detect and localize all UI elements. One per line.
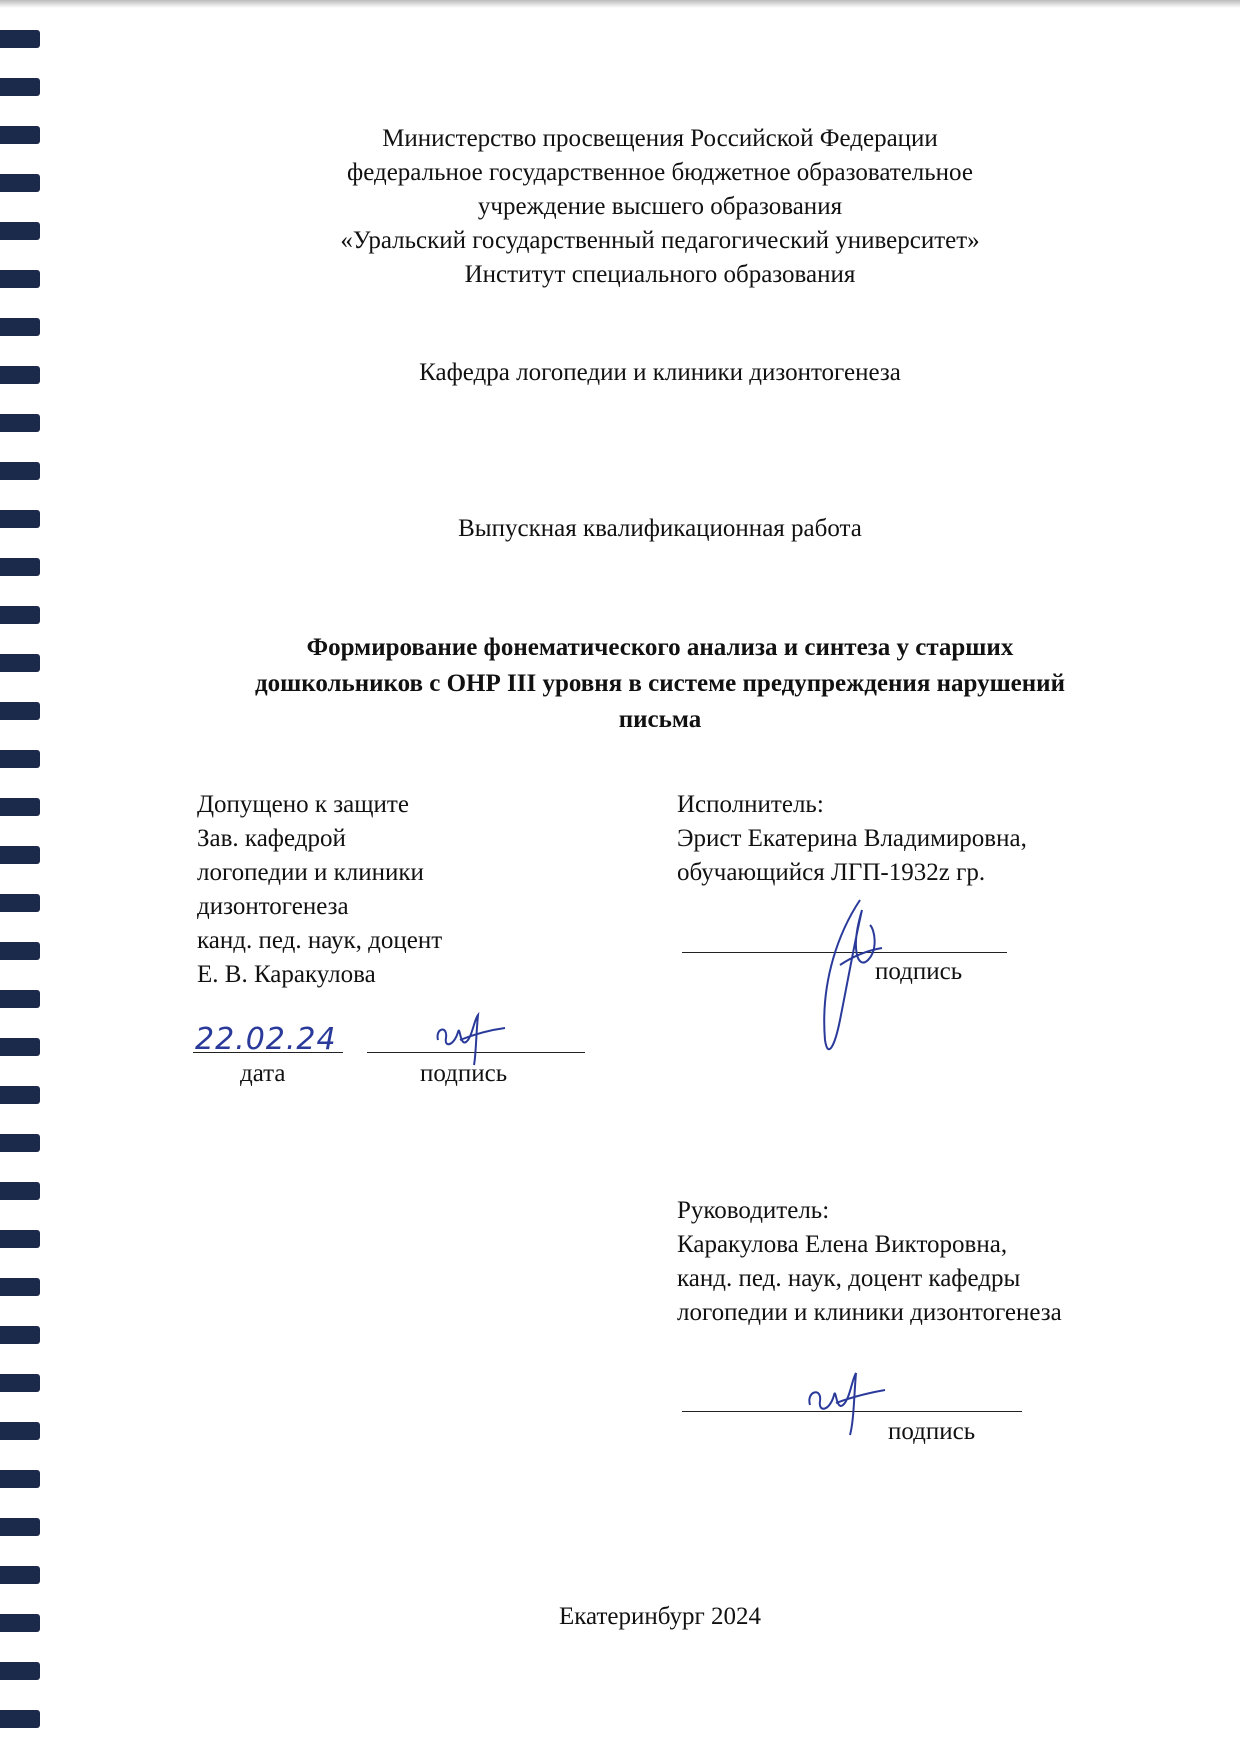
department-line-1: логопедии и клиники bbox=[197, 859, 424, 886]
executor-group: обучающийся ЛГП-1932z гр. bbox=[677, 859, 986, 886]
university-type-line: федеральное государственное бюджетное образовательное bbox=[347, 159, 973, 186]
institution-header bbox=[170, 122, 1150, 292]
date-caption: дата bbox=[240, 1060, 286, 1087]
thesis-title-line-2: дошкольников с ОНР III уровня в системе предупреждения нарушений bbox=[255, 670, 1065, 697]
executor-signature bbox=[800, 870, 890, 1070]
supervisor-block bbox=[677, 1194, 1062, 1330]
supervisor-signature bbox=[800, 1365, 890, 1435]
supervisor-signature-caption: подпись bbox=[888, 1418, 976, 1445]
institute-name: Институт специального образования bbox=[464, 261, 856, 288]
ministry-line: Министерство просвещения Российской Федерации bbox=[382, 125, 938, 152]
head-of-department-label: Зав. кафедрой bbox=[197, 825, 346, 852]
scan-edge bbox=[0, 0, 1240, 8]
date-line bbox=[193, 1052, 343, 1053]
department-name: Кафедра логопедии и клиники дизонтогенеза bbox=[419, 359, 901, 386]
supervisor-name: Каракулова Елена Викторовна, bbox=[677, 1231, 1008, 1258]
head-name: Е. В. Каракулова bbox=[197, 961, 376, 988]
university-name: «Уральский государственный педагогический университет» bbox=[340, 227, 980, 254]
supervisor-department: логопедии и клиники дизонтогенеза bbox=[677, 1299, 1062, 1326]
thesis-title bbox=[170, 630, 1150, 738]
work-type: Выпускная квалификационная работа bbox=[458, 515, 862, 542]
executor-name: Эрист Екатерина Владимировна, bbox=[677, 825, 1027, 852]
executor-signature-caption: подпись bbox=[875, 958, 963, 985]
executor-label: Исполнитель: bbox=[677, 791, 824, 818]
city-year: Екатеринбург 2024 bbox=[558, 1603, 762, 1630]
academic-degree: канд. пед. наук, доцент bbox=[197, 927, 443, 954]
supervisor-label: Руководитель: bbox=[677, 1197, 830, 1224]
head-signature bbox=[430, 1010, 510, 1065]
education-level-line: учреждение высшего образования bbox=[477, 193, 843, 220]
supervisor-degree: канд. пед. наук, доцент кафедры bbox=[677, 1265, 1021, 1292]
thesis-title-line-3: письма bbox=[618, 706, 702, 733]
admission-date-handwritten: 22.02.24 bbox=[195, 1022, 337, 1057]
thesis-title-line-1: Формирование фонематического анализа и синтеза у старших bbox=[306, 634, 1014, 661]
department-line-2: дизонтогенеза bbox=[197, 893, 349, 920]
head-signature-caption: подпись bbox=[420, 1060, 508, 1087]
binding-strip bbox=[0, 0, 46, 1754]
admission-label: Допущено к защите bbox=[197, 791, 409, 818]
admission-block bbox=[197, 788, 442, 992]
